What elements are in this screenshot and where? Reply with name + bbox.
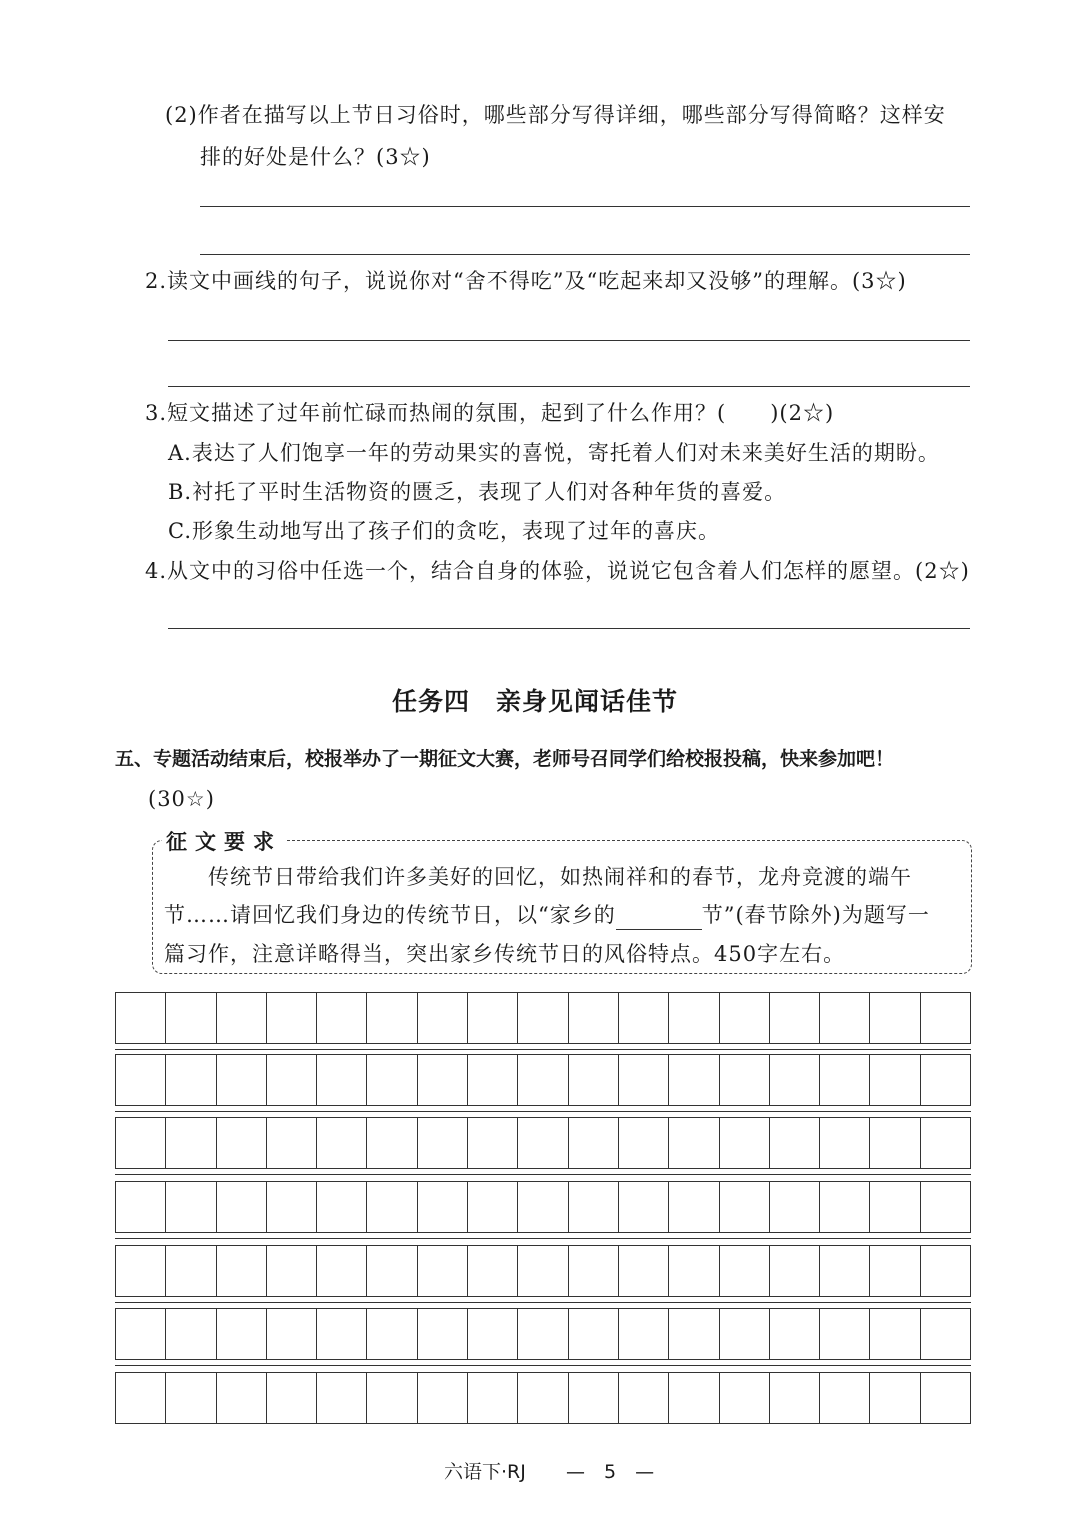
grid-cell[interactable] [870, 1373, 920, 1423]
grid-row [115, 1117, 971, 1169]
grid-cell[interactable] [619, 1373, 669, 1423]
grid-cell[interactable] [367, 1309, 417, 1359]
grid-cell[interactable] [870, 1182, 920, 1232]
row-separator-line [115, 1049, 971, 1050]
grid-cell[interactable] [518, 1309, 568, 1359]
grid-cell[interactable] [921, 1246, 970, 1296]
grid-cell[interactable] [468, 1055, 518, 1105]
grid-cell[interactable] [418, 1182, 468, 1232]
grid-cell[interactable] [870, 1309, 920, 1359]
grid-cell[interactable] [669, 993, 719, 1043]
grid-cell[interactable] [468, 1246, 518, 1296]
grid-cell[interactable] [468, 1309, 518, 1359]
grid-cell[interactable] [116, 993, 166, 1043]
grid-cell[interactable] [166, 993, 216, 1043]
grid-cell[interactable] [166, 1182, 216, 1232]
requirements-line2-start: 节……请回忆我们身边的传统节日，以“家乡的 [164, 903, 616, 927]
grid-cell[interactable] [116, 1246, 166, 1296]
grid-cell[interactable] [569, 1118, 619, 1168]
grid-cell[interactable] [217, 1246, 267, 1296]
answer-line[interactable] [168, 386, 970, 387]
grid-cell[interactable] [569, 1055, 619, 1105]
grid-cell[interactable] [569, 1246, 619, 1296]
row-separator-line [115, 1302, 971, 1303]
grid-cell[interactable] [418, 1309, 468, 1359]
grid-row [115, 1054, 971, 1106]
option-a[interactable]: A.表达了人们饱享一年的劳动果实的喜悦，寄托着人们对未来美好生活的期盼。 [168, 441, 940, 465]
grid-cell[interactable] [770, 1373, 820, 1423]
answer-line[interactable] [200, 206, 970, 207]
grid-cell[interactable] [720, 1373, 770, 1423]
grid-cell[interactable] [518, 1373, 568, 1423]
requirements-line3: 篇习作，注意详略得当，突出家乡传统节日的风俗特点。450字左右。 [164, 942, 846, 966]
grid-cell[interactable] [217, 1373, 267, 1423]
grid-cell[interactable] [116, 1182, 166, 1232]
question-2: 2.读文中画线的句子，说说你对“舍不得吃”及“吃起来却又没够”的理解。(3☆) [145, 269, 907, 293]
grid-cell[interactable] [669, 1246, 719, 1296]
grid-cell[interactable] [870, 1118, 920, 1168]
grid-cell[interactable] [367, 1373, 417, 1423]
grid-cell[interactable] [770, 1246, 820, 1296]
grid-cell[interactable] [166, 1246, 216, 1296]
grid-cell[interactable] [518, 1182, 568, 1232]
grid-cell[interactable] [619, 1055, 669, 1105]
grid-cell[interactable] [217, 1309, 267, 1359]
grid-cell[interactable] [166, 1055, 216, 1105]
grid-cell[interactable] [619, 1246, 669, 1296]
grid-cell[interactable] [720, 1309, 770, 1359]
grid-cell[interactable] [569, 1182, 619, 1232]
requirements-line2-end: 节”(春节除外)为题写一 [701, 903, 930, 927]
grid-cell[interactable] [468, 1373, 518, 1423]
task-title: 任务四 亲身见闻话佳节 [392, 687, 679, 716]
grid-cell[interactable] [720, 1055, 770, 1105]
grid-cell[interactable] [569, 1309, 619, 1359]
grid-cell[interactable] [267, 1055, 317, 1105]
grid-cell[interactable] [468, 993, 518, 1043]
grid-cell[interactable] [720, 993, 770, 1043]
grid-cell[interactable] [569, 1373, 619, 1423]
question-1-2-line1: (2)作者在描写以上节日习俗时，哪些部分写得详细，哪些部分写得简略？这样安 [165, 103, 946, 127]
grid-cell[interactable] [720, 1246, 770, 1296]
grid-cell[interactable] [921, 1055, 970, 1105]
grid-cell[interactable] [166, 1118, 216, 1168]
requirements-label: 征文要求 [162, 826, 286, 856]
grid-cell[interactable] [267, 1309, 317, 1359]
grid-cell[interactable] [870, 1055, 920, 1105]
grid-cell[interactable] [267, 1246, 317, 1296]
row-separator-line [115, 1174, 971, 1175]
grid-cell[interactable] [619, 993, 669, 1043]
grid-cell[interactable] [820, 1118, 870, 1168]
grid-cell[interactable] [921, 1309, 970, 1359]
grid-cell[interactable] [367, 1118, 417, 1168]
question-4: 4.从文中的习俗中任选一个，结合自身的体验，说说它包含着人们怎样的愿望。(2☆) [145, 559, 970, 583]
grid-cell[interactable] [267, 1373, 317, 1423]
grid-cell[interactable] [367, 993, 417, 1043]
grid-cell[interactable] [317, 1373, 367, 1423]
grid-cell[interactable] [267, 993, 317, 1043]
grid-row [115, 1181, 971, 1233]
option-c[interactable]: C.形象生动地写出了孩子们的贪吃，表现了过年的喜庆。 [168, 519, 720, 543]
grid-cell[interactable] [921, 1373, 970, 1423]
grid-cell[interactable] [669, 1055, 719, 1105]
grid-row-cells [115, 1245, 971, 1297]
grid-cell[interactable] [518, 1118, 568, 1168]
grid-cell[interactable] [569, 993, 619, 1043]
grid-cell[interactable] [217, 1182, 267, 1232]
grid-cell[interactable] [669, 1182, 719, 1232]
grid-row-cells [115, 1308, 971, 1360]
requirements-line1: 传统节日带给我们许多美好的回忆，如热闹祥和的春节，龙舟竞渡的端午 [208, 865, 912, 889]
grid-cell[interactable] [820, 993, 870, 1043]
grid-row [115, 1372, 971, 1424]
grid-row [115, 992, 971, 1044]
grid-cell[interactable] [921, 993, 970, 1043]
grid-cell[interactable] [720, 1182, 770, 1232]
grid-cell[interactable] [418, 1373, 468, 1423]
grid-cell[interactable] [166, 1373, 216, 1423]
grid-cell[interactable] [518, 1055, 568, 1105]
grid-row-cells [115, 1181, 971, 1233]
grid-cell[interactable] [669, 1309, 719, 1359]
grid-row-cells [115, 992, 971, 1044]
grid-cell[interactable] [317, 1246, 367, 1296]
grid-cell[interactable] [870, 1246, 920, 1296]
grid-cell[interactable] [267, 1118, 317, 1168]
answer-line[interactable] [200, 254, 970, 255]
grid-cell[interactable] [418, 1055, 468, 1105]
option-b[interactable]: B.衬托了平时生活物资的匮乏，表现了人们对各种年货的喜爱。 [168, 480, 787, 504]
grid-cell[interactable] [619, 1182, 669, 1232]
grid-cell[interactable] [317, 1182, 367, 1232]
grid-cell[interactable] [820, 1309, 870, 1359]
row-separator-line [115, 1365, 971, 1366]
grid-cell[interactable] [770, 1309, 820, 1359]
grid-cell[interactable] [116, 1118, 166, 1168]
grid-cell[interactable] [367, 1182, 417, 1232]
grid-cell[interactable] [770, 1182, 820, 1232]
grid-cell[interactable] [870, 993, 920, 1043]
question-5-score: (30☆) [148, 787, 215, 811]
grid-cell[interactable] [619, 1309, 669, 1359]
grid-cell[interactable] [418, 1118, 468, 1168]
grid-row [115, 1245, 971, 1297]
grid-cell[interactable] [468, 1118, 518, 1168]
grid-cell[interactable] [217, 993, 267, 1043]
grid-cell[interactable] [921, 1182, 970, 1232]
row-separator-line [115, 1238, 971, 1239]
grid-cell[interactable] [820, 1055, 870, 1105]
row-separator-line [115, 1111, 971, 1112]
grid-cell[interactable] [770, 1055, 820, 1105]
answer-line[interactable] [168, 628, 970, 629]
grid-cell[interactable] [116, 1373, 166, 1423]
grid-cell[interactable] [116, 1309, 166, 1359]
grid-cell[interactable] [770, 1118, 820, 1168]
grid-cell[interactable] [418, 993, 468, 1043]
footer-book: 六语下·RJ [444, 1461, 526, 1483]
grid-row-cells [115, 1054, 971, 1106]
grid-cell[interactable] [518, 1246, 568, 1296]
grid-cell[interactable] [468, 1182, 518, 1232]
grid-cell[interactable] [770, 993, 820, 1043]
question-5-line1: 五、专题活动结束后，校报举办了一期征文大赛，老师号召同学们给校报投稿，快来参加吧！ [115, 748, 895, 770]
question-1-2-line2: 排的好处是什么？(3☆) [200, 145, 431, 169]
title-blank[interactable] [616, 907, 702, 930]
grid-cell[interactable] [921, 1118, 970, 1168]
grid-row [115, 1308, 971, 1360]
grid-cell[interactable] [820, 1246, 870, 1296]
requirements-line2 [164, 900, 930, 930]
grid-cell[interactable] [820, 1182, 870, 1232]
grid-cell[interactable] [317, 993, 367, 1043]
grid-cell[interactable] [367, 1055, 417, 1105]
grid-cell[interactable] [317, 1309, 367, 1359]
grid-cell[interactable] [116, 1055, 166, 1105]
grid-cell[interactable] [217, 1118, 267, 1168]
grid-cell[interactable] [518, 993, 568, 1043]
answer-line[interactable] [168, 340, 970, 341]
grid-cell[interactable] [367, 1246, 417, 1296]
grid-cell[interactable] [669, 1118, 719, 1168]
footer-page-number: — 5 — [566, 1461, 655, 1483]
grid-cell[interactable] [317, 1118, 367, 1168]
grid-cell[interactable] [720, 1118, 770, 1168]
grid-cell[interactable] [267, 1182, 317, 1232]
grid-row-cells [115, 1117, 971, 1169]
grid-row-cells [115, 1372, 971, 1424]
question-3: 3.短文描述了过年前忙碌而热闹的氛围，起到了什么作用？( )(2☆) [145, 401, 835, 425]
grid-cell[interactable] [619, 1118, 669, 1168]
grid-cell[interactable] [166, 1309, 216, 1359]
grid-cell[interactable] [217, 1055, 267, 1105]
grid-cell[interactable] [820, 1373, 870, 1423]
grid-cell[interactable] [418, 1246, 468, 1296]
grid-cell[interactable] [317, 1055, 367, 1105]
grid-cell[interactable] [669, 1373, 719, 1423]
